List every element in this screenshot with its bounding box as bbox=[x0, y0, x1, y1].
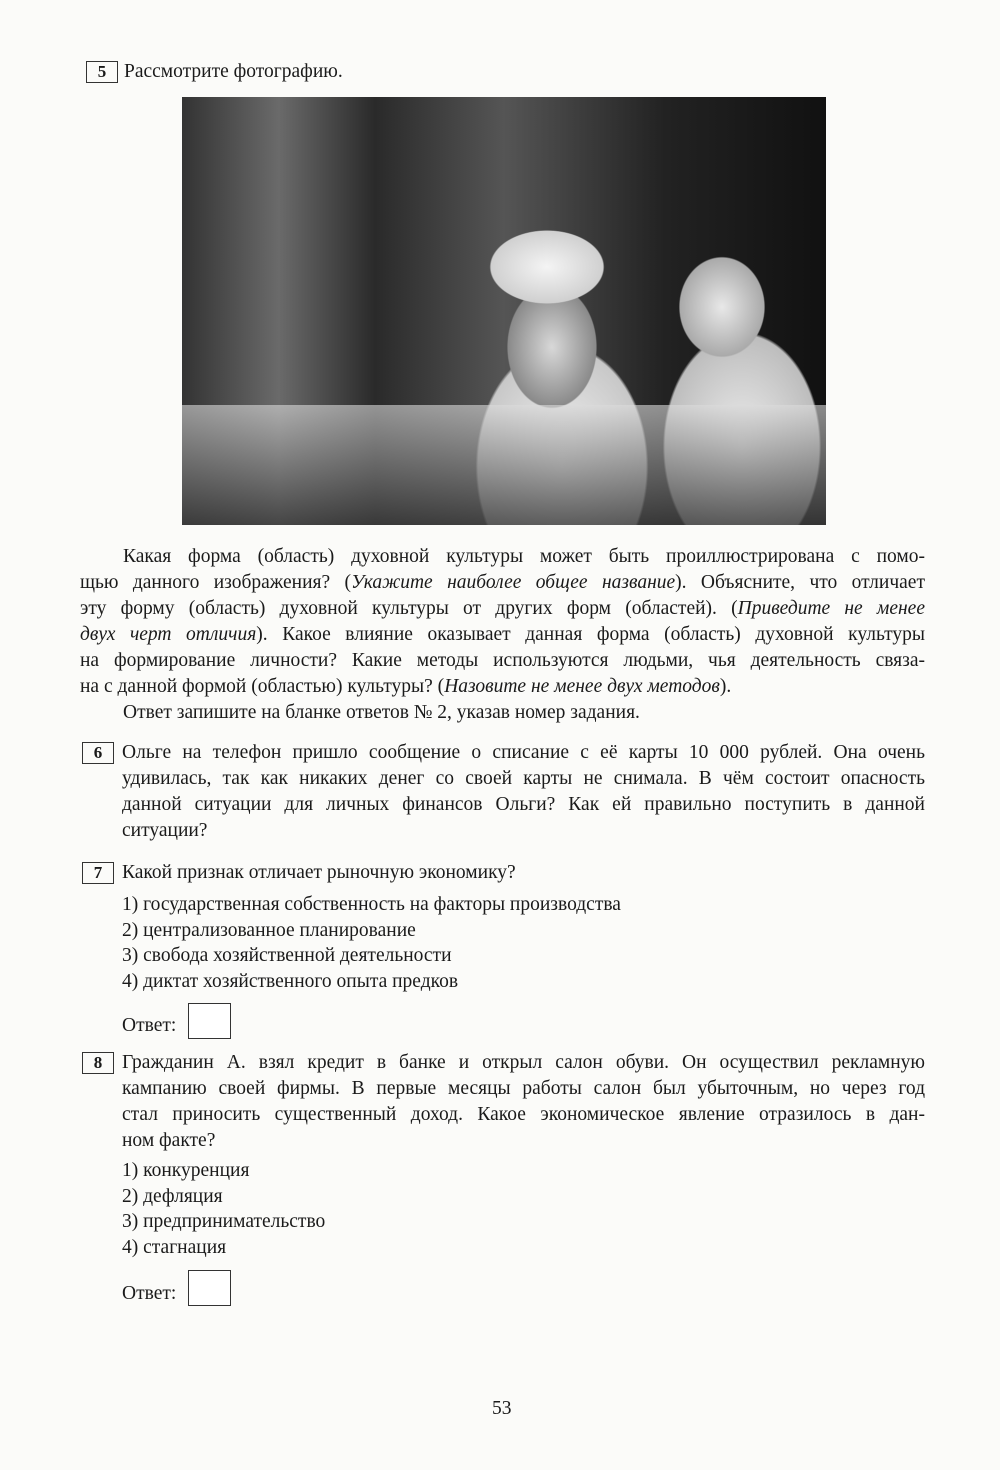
question-line: Гражданин А. взял кредит в банке и открыл салон обуви. Он осуществил рекламную bbox=[122, 1052, 925, 1073]
task-7-answer-box[interactable] bbox=[188, 1003, 231, 1039]
task-8-answer-label: Ответ: bbox=[122, 1283, 177, 1304]
text-segment: ). Объясните, что отличает bbox=[675, 572, 925, 593]
task-number-6: 6 bbox=[82, 742, 114, 764]
task-7-answer-label: Ответ: bbox=[122, 1015, 177, 1036]
paragraph-line bbox=[80, 675, 925, 699]
paragraph-line bbox=[80, 571, 925, 595]
task-8-answer-box[interactable] bbox=[188, 1270, 231, 1306]
text-segment: эту форму (область) духовной культуры от других форм (областей). ( bbox=[80, 598, 738, 619]
question-line: данной ситуации для личных финансов Ольги? Как ей правильно поступить в данной bbox=[122, 794, 925, 815]
answer-option: 2) дефляция bbox=[122, 1185, 223, 1207]
question-line: удивилась, так как никаких денег со своей карты не снимала. В чём состоит опасность bbox=[122, 768, 925, 789]
question-line: Ольге на телефон пришло сообщение о списание с её карты 10 000 рублей. Она очень bbox=[122, 742, 925, 763]
task-number-8: 8 bbox=[82, 1052, 114, 1074]
answer-option: 2) централизованное планирование bbox=[122, 919, 416, 941]
text-segment: ). Какое влияние оказывает данная форма (область) духовной культуры bbox=[256, 624, 925, 645]
answer-option: 4) стагнация bbox=[122, 1237, 227, 1259]
task-7-prompt: Какой признак отличает рыночную экономику? bbox=[122, 862, 516, 883]
page-number: 53 bbox=[492, 1398, 512, 1419]
italic-hint: Приведите не менее bbox=[737, 598, 925, 619]
task-number-5: 5 bbox=[86, 61, 118, 83]
text-segment: на формирование личности? Какие методы используются людьми, чья деятельность связа- bbox=[80, 650, 925, 671]
task-number-7: 7 bbox=[82, 862, 114, 884]
paragraph-line bbox=[80, 623, 925, 647]
text-segment: Какая форма (область) духовной культуры может быть проиллюстрирована с помо- bbox=[123, 546, 925, 567]
task-5-instruction: Ответ запишите на бланке ответов № 2, указав номер задания. bbox=[123, 702, 640, 723]
paragraph-line bbox=[123, 545, 925, 569]
question-line: ном факте? bbox=[122, 1130, 216, 1151]
question-line: кампанию своей фирмы. В первые месяцы работы салон был убыточным, но через год bbox=[122, 1078, 925, 1099]
answer-option: 3) свобода хозяйственной деятельности bbox=[122, 945, 452, 967]
paragraph-line bbox=[80, 649, 925, 673]
text-segment: ). bbox=[719, 676, 732, 697]
italic-hint: Назовите не менее двух методов bbox=[444, 676, 720, 697]
question-line: ситуации? bbox=[122, 820, 208, 841]
answer-option: 4) диктат хозяйственного опыта предков bbox=[122, 971, 459, 993]
text-segment: щью данного изображения? ( bbox=[80, 572, 352, 593]
task-5-prompt: Рассмотрите фотографию. bbox=[124, 61, 343, 82]
question-line: стал приносить существенный доход. Какое экономическое явление отразилось в дан- bbox=[122, 1104, 925, 1125]
text-segment: на с данной формой (областью) культуры? ( bbox=[80, 676, 445, 697]
laboratory-photo bbox=[182, 97, 826, 525]
answer-option: 1) конкуренция bbox=[122, 1160, 250, 1181]
italic-hint: Укажите наиболее общее название bbox=[351, 572, 676, 593]
italic-hint: двух черт отличия bbox=[80, 624, 257, 645]
paragraph-line bbox=[80, 597, 925, 621]
answer-option: 1) государственная собственность на факторы производства bbox=[122, 894, 621, 915]
answer-option: 3) предпринимательство bbox=[122, 1211, 326, 1233]
